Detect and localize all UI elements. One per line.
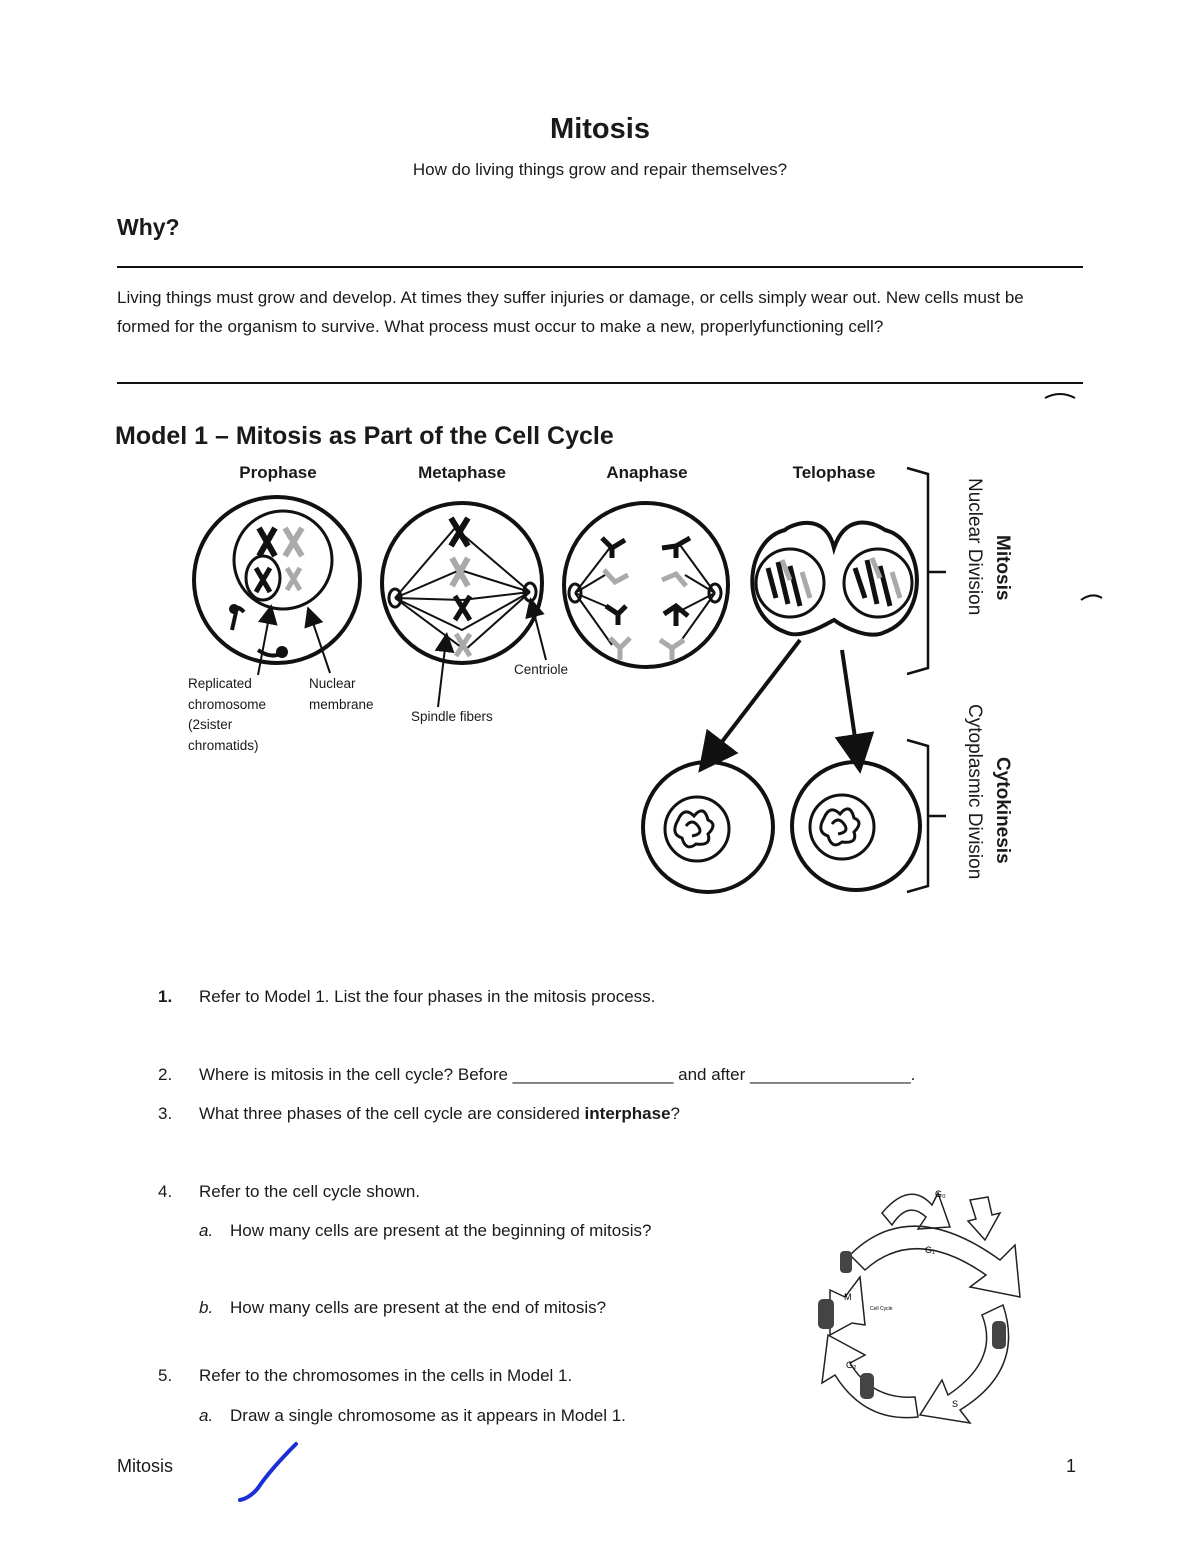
question-5a-letter: a. bbox=[199, 1406, 214, 1425]
cycle-center-text: Cell Cycle bbox=[870, 1306, 893, 1312]
guiding-question: How do living things grow and repair themselves? bbox=[412, 160, 788, 179]
cycle-label-s: S bbox=[952, 1399, 959, 1409]
page-number: 1 bbox=[1066, 1456, 1077, 1476]
why-paragraph: Living things must grow and develop. At times they suffer injuries or damage, or cells simply wear out. New cells must be formed for the organism to survive. What process must occur to make a new, properlyfunctioning cell? bbox=[117, 288, 1024, 336]
anaphase-cell bbox=[564, 503, 728, 667]
question-4b-letter: b. bbox=[199, 1298, 214, 1317]
label-spindle-fibers: Spindle fibers bbox=[411, 709, 493, 724]
interphase-term: interphase bbox=[584, 1104, 671, 1123]
why-heading: Why? bbox=[117, 214, 180, 240]
telophase-cell bbox=[708, 522, 917, 760]
question-5-text: Refer to the chromosomes in the cells in Model 1. bbox=[199, 1366, 573, 1385]
label-centriole: Centriole bbox=[514, 662, 569, 677]
daughter-cell-left bbox=[643, 762, 773, 892]
cycle-label-g0: G₀ bbox=[935, 1189, 946, 1199]
question-3-number: 3. bbox=[158, 1104, 173, 1123]
phase-label-anaphase: Anaphase bbox=[606, 463, 688, 482]
question-3-text: What three phases of the cell cycle are considered interphase? bbox=[199, 1104, 680, 1123]
question-4-text: Refer to the cell cycle shown. bbox=[199, 1182, 421, 1201]
label-nuclear-membrane: Nuclear membrane bbox=[309, 676, 374, 712]
question-2-number: 2. bbox=[158, 1065, 173, 1084]
model-title: Model 1 – Mitosis as Part of the Cell Cycle bbox=[115, 422, 614, 450]
question-2-text: Where is mitosis in the cell cycle? Before _________________ and after _________________. bbox=[199, 1065, 916, 1084]
cytoplasmic-division-label: Cytoplasmic Division bbox=[964, 704, 985, 880]
question-5a-text: Draw a single chromosome as it appears in Model 1. bbox=[230, 1406, 626, 1425]
phase-label-prophase: Prophase bbox=[239, 463, 317, 482]
cytokinesis-label: Cytokinesis bbox=[992, 757, 1013, 864]
cytokinesis-bracket bbox=[907, 740, 946, 892]
question-1-text: Refer to Model 1. List the four phases in the mitosis process. bbox=[199, 987, 656, 1006]
mitosis-bracket bbox=[907, 468, 946, 674]
label-replicated-chromosome: Replicated chromosome (2sister chromatids) bbox=[188, 676, 267, 753]
question-4a-text: How many cells are present at the beginning of mitosis? bbox=[230, 1221, 652, 1240]
cycle-label-g1: G₁ bbox=[925, 1245, 936, 1255]
question-1-number: 1. bbox=[158, 987, 173, 1006]
question-5-number: 5. bbox=[158, 1366, 173, 1385]
question-4-number: 4. bbox=[158, 1182, 173, 1201]
phase-label-telophase: Telophase bbox=[792, 463, 876, 482]
phase-label-metaphase: Metaphase bbox=[418, 463, 506, 482]
cycle-label-m: M bbox=[844, 1292, 852, 1302]
scan-mark bbox=[1081, 595, 1102, 600]
cell-cycle-diagram bbox=[810, 1185, 1030, 1430]
question-4b-text: How many cells are present at the end of mitosis? bbox=[230, 1298, 607, 1317]
prophase-cell bbox=[194, 497, 360, 675]
nuclear-division-label: Nuclear Division bbox=[964, 478, 985, 616]
pen-mark bbox=[240, 1444, 296, 1500]
footer-title: Mitosis bbox=[117, 1456, 174, 1476]
scan-mark bbox=[1045, 394, 1075, 398]
cycle-label-g2: G₂ bbox=[846, 1360, 857, 1370]
daughter-cell-right bbox=[792, 762, 920, 890]
page-title: Mitosis bbox=[550, 113, 650, 145]
question-4a-letter: a. bbox=[199, 1221, 214, 1240]
mitosis-label: Mitosis bbox=[992, 535, 1013, 601]
